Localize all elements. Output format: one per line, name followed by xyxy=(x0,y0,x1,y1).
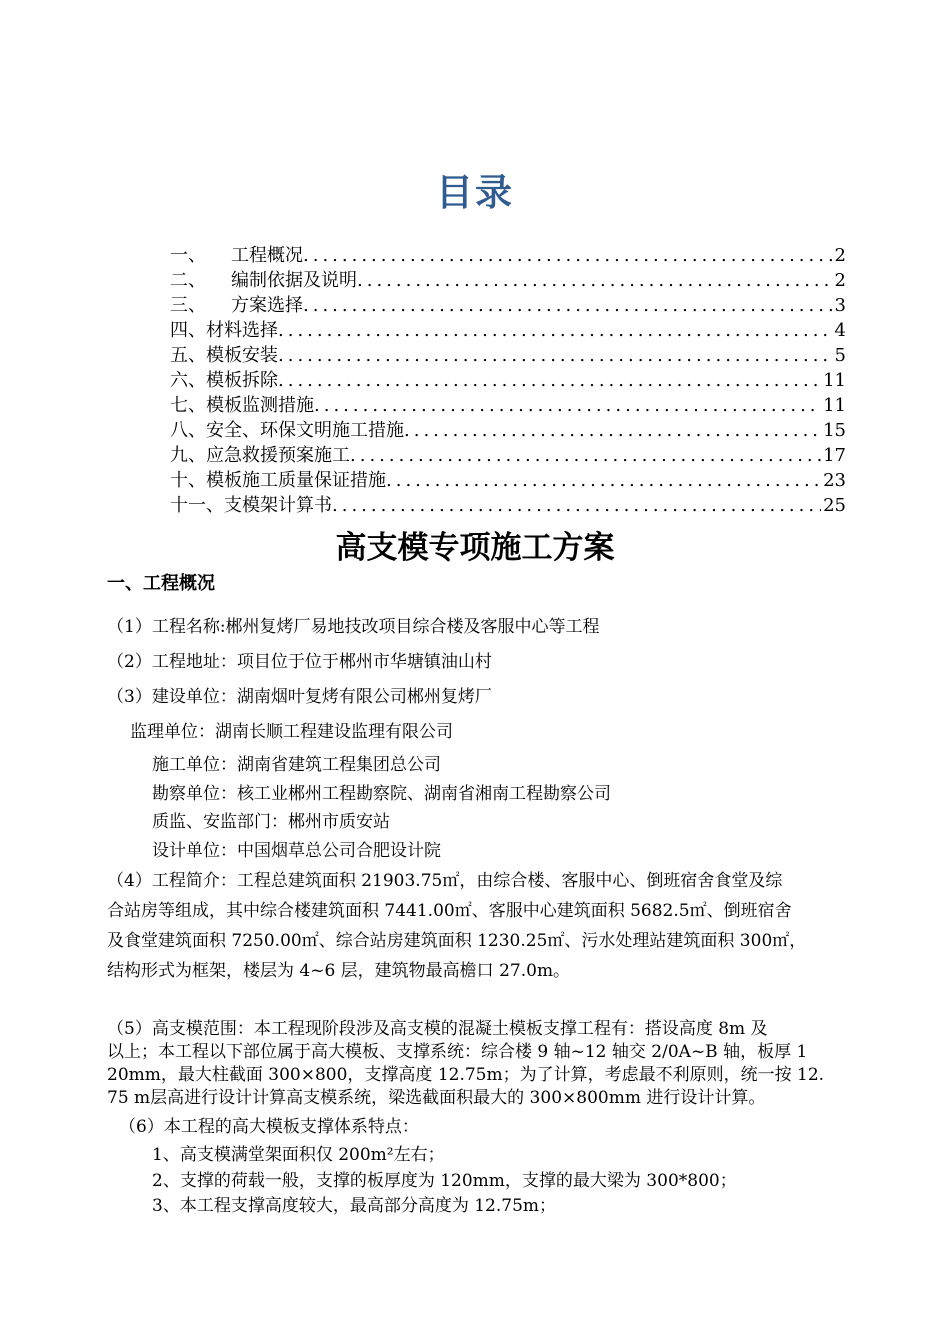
paragraph-line: （5）高支模范围：本工程现阶段涉及高支模的混凝土模板支撑工程有：搭设高度 8m 及 xyxy=(107,1019,768,1039)
toc-entry-number: 十一、 xyxy=(170,495,224,516)
toc-title: 目录 xyxy=(436,171,514,214)
toc-entry-label: 模板拆除 xyxy=(206,370,278,391)
paragraph-line: 结构形式为框架，楼层为 4~6 层，建筑物最高檐口 27.0m。 xyxy=(107,961,571,981)
toc-entry[interactable] xyxy=(170,418,846,443)
feature-item: 1、高支模满堂架面积仅 200m²左右； xyxy=(152,1145,445,1165)
toc-leader-dots xyxy=(303,293,833,318)
toc-leader-dots xyxy=(278,368,821,393)
toc-entry-page: 25 xyxy=(823,495,846,516)
toc-entry-label: 模板安装 xyxy=(206,345,278,366)
toc-entry-label: 安全、环保文明施工措施 xyxy=(206,420,404,441)
toc-entry-page: 2 xyxy=(834,270,846,291)
toc-entry[interactable] xyxy=(170,343,846,368)
project-intro-paragraph xyxy=(107,866,847,986)
toc-entry-number: 九、 xyxy=(170,445,206,466)
quality-dept-line: 质监、安监部门：郴州市质安站 xyxy=(152,812,390,832)
toc-leader-dots xyxy=(332,493,821,518)
toc-leader-dots xyxy=(357,268,833,293)
toc-entry-label: 应急救援预案施工 xyxy=(206,445,350,466)
toc-leader-dots xyxy=(386,468,821,493)
toc-entry-label: 模板监测措施 xyxy=(206,395,314,416)
toc-entry-number: 一、 xyxy=(170,245,206,266)
toc-entry[interactable] xyxy=(170,243,846,268)
toc-entry[interactable] xyxy=(170,468,846,493)
toc-entry-page: 17 xyxy=(823,445,846,466)
toc-entry-page: 2 xyxy=(834,245,846,266)
toc-entry-label: 模板施工质量保证措施 xyxy=(206,470,386,491)
toc-entry-page: 15 xyxy=(823,420,846,441)
toc-entry-label: 支模架计算书 xyxy=(224,495,332,516)
project-address-line: （2）工程地址：项目位于位于郴州市华塘镇油山村 xyxy=(107,652,492,672)
owner-line: （3）建设单位：湖南烟叶复烤有限公司郴州复烤厂 xyxy=(107,687,492,707)
toc-entry-number: 十、 xyxy=(170,470,206,491)
toc-entry-number: 八、 xyxy=(170,420,206,441)
toc-entry-number: 七、 xyxy=(170,395,206,416)
toc-leader-dots xyxy=(404,418,821,443)
toc-entry-page: 5 xyxy=(834,345,846,366)
surveyor-line: 勘察单位：核工业郴州工程勘察院、湖南省湘南工程勘察公司 xyxy=(152,784,611,804)
feature-item: 3、本工程支撑高度较大，最高部分高度为 12.75m； xyxy=(152,1196,557,1216)
toc-entry-label: 材料选择 xyxy=(206,320,278,341)
toc-entry-label: 编制依据及说明 xyxy=(231,270,357,291)
features-heading: （6）本工程的高大模板支撑体系特点： xyxy=(119,1117,419,1137)
supervisor-line: 监理单位：湖南长顺工程建设监理有限公司 xyxy=(130,722,453,742)
project-name-line: （1）工程名称:郴州复烤厂易地技改项目综合楼及客服中心等工程 xyxy=(107,617,600,637)
toc-entry-number: 二、 xyxy=(170,270,206,291)
section-heading: 一、工程概况 xyxy=(107,573,215,594)
paragraph-line: 20mm，最大柱截面 300×800，支撑高度 12.75m；为了计算，考虑最不利原则，统一按 12. xyxy=(107,1065,825,1085)
paragraph-line: 75 m层高进行设计计算高支模系统，梁选截面积最大的 300×800mm 进行设计计算。 xyxy=(107,1088,766,1108)
toc-leader-dots xyxy=(350,443,821,468)
toc-entry[interactable] xyxy=(170,293,846,318)
toc-leader-dots xyxy=(314,393,821,418)
paragraph-line: 合站房等组成，其中综合楼建筑面积 7441.00㎡、客服中心建筑面积 5682.5㎡、倒班宿舍 xyxy=(107,901,792,921)
high-formwork-scope-paragraph xyxy=(107,1018,847,1110)
toc-entry-label: 方案选择 xyxy=(231,295,303,316)
toc-entry-page: 11 xyxy=(823,370,846,391)
contractor-line: 施工单位：湖南省建筑工程集团总公司 xyxy=(152,755,441,775)
toc-leader-dots xyxy=(278,318,833,343)
designer-line: 设计单位：中国烟草总公司合肥设计院 xyxy=(152,841,441,861)
toc-leader-dots xyxy=(303,243,833,268)
toc-entry-page: 11 xyxy=(823,395,846,416)
paragraph-line: （4）工程简介：工程总建筑面积 21903.75㎡，由综合楼、客服中心、倒班宿舍食堂及综 xyxy=(107,871,783,891)
toc-entry[interactable] xyxy=(170,268,846,293)
paragraph-line: 以上；本工程以下部位属于高大模板、支撑系统：综合楼 9 轴~12 轴交 2/0A~B 轴，板厚 1 xyxy=(107,1042,808,1062)
toc-entry-label: 工程概况 xyxy=(231,245,303,266)
toc-entry-number: 六、 xyxy=(170,370,206,391)
feature-item: 2、支撑的荷载一般，支撑的板厚度为 120mm，支撑的最大梁为 300*800； xyxy=(152,1171,737,1191)
paragraph-line: 及食堂建筑面积 7250.00㎡、综合站房建筑面积 1230.25㎡、污水处理站建筑面积 300㎡， xyxy=(107,931,807,951)
toc-entry[interactable] xyxy=(170,493,846,518)
toc-entry[interactable] xyxy=(170,318,846,343)
document-title: 高支模专项施工方案 xyxy=(335,530,615,566)
table-of-contents xyxy=(170,243,846,518)
toc-entry-number: 三、 xyxy=(170,295,206,316)
toc-entry-page: 23 xyxy=(823,470,846,491)
toc-entry-page: 3 xyxy=(834,295,846,316)
toc-entry-page: 4 xyxy=(834,320,846,341)
toc-leader-dots xyxy=(278,343,833,368)
toc-entry[interactable] xyxy=(170,368,846,393)
toc-entry[interactable] xyxy=(170,443,846,468)
toc-entry[interactable] xyxy=(170,393,846,418)
toc-entry-number: 五、 xyxy=(170,345,206,366)
toc-entry-number: 四、 xyxy=(170,320,206,341)
